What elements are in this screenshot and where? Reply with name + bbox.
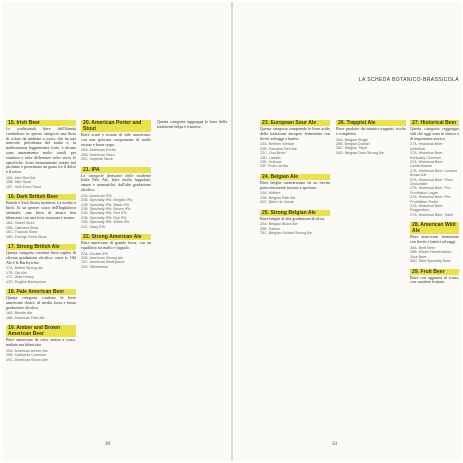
section-body: Questa categoria contiene birre inglesi di elevata gradazione alcolica, come le Old Ale e le Barleywine. <box>6 250 76 265</box>
substyle-item: 24B. Belgian Pale Ale <box>260 195 296 200</box>
substyle-list <box>6 311 76 320</box>
substyle-item: 27A. Historical Beer: Roggenbier <box>410 204 444 213</box>
substyle-item: 23A. Berliner Weisse <box>260 142 295 147</box>
substyle-item: 25C. Belgian Golden Strong Ale <box>260 231 313 236</box>
substyle-item: 25B. Saison <box>260 226 280 231</box>
right-page-number: 33 <box>332 442 337 447</box>
section-title: 28. American Wild Ale <box>410 222 459 234</box>
book-spread <box>2 2 461 461</box>
substyle-item: 21A. American IPA <box>81 193 112 198</box>
substyle-list <box>260 191 330 204</box>
section-body: Birre prodotte dai monaci trappisti, ricche e complesse. <box>336 126 406 136</box>
substyle-list <box>81 252 151 270</box>
section-title: 18. Pale American Beer <box>6 289 76 295</box>
section-body: Questa categoria raggruppa le birre della tradizione belga e francese. <box>157 119 227 129</box>
section-body: Birre americane di grande forza, con un equilibrio tra malto e luppolo. <box>81 240 151 250</box>
left-page <box>2 2 230 461</box>
section-title: 27. Historical Beer <box>410 120 459 126</box>
style-section <box>81 120 151 162</box>
substyle-item: 27A. Historical Beer: Piwo Grodziskie <box>410 177 453 187</box>
substyle-item: 26D. Belgian Dark Strong Ale <box>336 150 384 155</box>
substyle-item: 15B. Irish Stout <box>6 180 32 185</box>
section-title: 22. Strong American Ale <box>81 234 151 240</box>
substyle-item: 16C. Tropical Stout <box>6 230 38 235</box>
section-body: Le tradizionali birre dall'Irlanda contindono in questa categoria una birra di colore da ambrato a scuro, che ha una notevole prevalenza del malto e, la maltosissima leggermente forte, e alcune sono amaramente molto simili per struttura e tutte differenze sotto verso le specifiche. Sono intensamente tostate nel profumo e presentano un gusto tra il dolce e il secco. <box>6 126 76 175</box>
substyle-item: 19A. American Amber Ale <box>6 348 48 353</box>
substyle-item: 22A. Double IPA <box>81 251 108 256</box>
substyle-item: 17C. Wee Heavy <box>6 275 34 280</box>
section-body: Birre americane fermentate con lieviti e batteri selvaggi. <box>410 234 459 245</box>
right-col-1 <box>260 120 330 241</box>
substyle-list <box>260 222 330 235</box>
section-title: 26. Trappist Ale <box>336 120 406 126</box>
substyle-item: 22C. American Barleywine <box>81 260 125 265</box>
substyle-item: 25A. Belgian Blond Ale <box>260 222 298 227</box>
substyle-item: 19B. California Common <box>6 353 47 358</box>
substyle-item: 17B. Old Ale <box>6 270 27 275</box>
substyle-item: 24C. Bière de Garde <box>260 200 294 205</box>
substyle-item: 23F. Fruit Lambic <box>260 164 289 169</box>
style-section <box>81 167 151 229</box>
substyle-item: 21B. Specialty IPA: Black IPA <box>81 202 130 207</box>
substyle-item: 27A. Historical Beer: Kellerbier <box>410 142 444 151</box>
style-section <box>260 174 330 205</box>
right-col-2 <box>336 120 406 160</box>
style-section <box>410 269 459 286</box>
section-body: Birre con aggiunta di frutta, con carattere fruttato. <box>410 274 459 285</box>
left-page-number: 30 <box>105 442 110 447</box>
section-title: 23. European Sour Ale <box>260 120 330 126</box>
style-section <box>6 325 76 362</box>
substyle-item: 15A. Irish Red Ale <box>6 175 36 180</box>
style-section <box>6 289 76 320</box>
substyle-item: 18B. American Pale Ale <box>6 315 45 320</box>
section-title: 24. Belgian Ale <box>260 174 330 180</box>
substyle-item: 26A. Belgian Single <box>336 137 369 142</box>
style-section <box>81 234 151 269</box>
section-title: 29. Fruit Beer <box>410 269 459 275</box>
section-body: Questa categoria contiene le birre americane chiare, di media forza e bassa gradazione alcolica. <box>6 295 76 310</box>
style-section <box>260 120 330 169</box>
substyle-list <box>336 138 406 156</box>
substyle-item: 28B. Mixed-Fermentation Sour Beer <box>410 250 452 259</box>
substyle-item: 21B. Specialty IPA: Brown IPA <box>81 207 131 212</box>
running-head <box>233 77 461 83</box>
left-col-1 <box>6 120 76 367</box>
left-col-3 <box>157 120 227 135</box>
substyle-list <box>6 221 76 239</box>
right-col-3 <box>410 120 459 290</box>
style-section <box>6 120 76 189</box>
section-title: 19. Amber and Brown American Beer <box>6 325 76 337</box>
section-title: 20. American Porter and Stout <box>81 120 151 132</box>
substyle-item: 27A. Historical Beer: Lichtenhainer <box>410 160 444 169</box>
substyle-item: 23C. Oud Bruin <box>260 151 286 156</box>
substyle-item: 17D. English Barleywine <box>6 279 46 284</box>
substyle-list <box>6 176 76 189</box>
section-body: Birre belghe di alta gradazione alcolica. <box>260 215 326 221</box>
style-section <box>410 120 459 217</box>
substyle-item: 23D. Lambic <box>260 155 281 160</box>
section-title: 21. IPA <box>81 167 151 173</box>
substyle-list <box>6 349 76 362</box>
substyle-item: 21B. Specialty IPA: Red IPA <box>81 211 127 216</box>
style-section <box>6 194 76 239</box>
style-section <box>336 120 406 155</box>
section-body: Questa categoria raggruppa stili che oggi sono in disuso o di importanza storica. <box>410 126 459 141</box>
left-col-2 <box>81 120 151 274</box>
substyle-item: 20C. Imperial Stout <box>81 157 113 162</box>
substyle-item: 16B. Oatmeal Stout <box>6 225 39 230</box>
section-body: Le categorie derivante delle moderne India Pale Ale, birre molto luppolate, amare e aromatiche, dall'alta gradazione alcolica. <box>81 172 151 192</box>
substyle-list <box>410 246 459 264</box>
substyle-item: 23B. Flanders Red Ale <box>260 146 297 151</box>
substyle-item: 22D. Wheatwine <box>81 264 109 269</box>
substyle-item: 27A. Historical Beer: Kentucky Common <box>410 151 444 160</box>
substyle-item: 22B. American Strong Ale <box>81 256 124 261</box>
substyle-item: 27A. Historical Beer: Pre-Prohibition Porter <box>410 195 452 204</box>
section-body: Birre belghe caratterizzate da un lievito particolarmente fruttato e speziato. <box>260 179 330 190</box>
substyle-item: 20B. American Stout <box>81 152 115 157</box>
substyle-item: 28C. Wild Specialty Beer <box>410 259 451 264</box>
substyle-item: 16D. Foreign Extra Stout <box>6 234 47 239</box>
section-title: 16. Dark British Beer <box>6 194 76 200</box>
substyle-list <box>260 142 330 168</box>
style-section <box>410 222 459 263</box>
substyle-item: 21C. Hazy IPA <box>81 224 105 229</box>
substyle-item: 21B. Specialty IPA: White IPA <box>81 220 130 225</box>
substyle-item: 26C. Belgian Tripel <box>336 146 368 151</box>
substyle-item: 21B. Specialty IPA: Rye IPA <box>81 215 127 220</box>
substyle-list <box>81 148 151 161</box>
substyle-item: 18A. Blonde Ale <box>6 311 33 316</box>
substyle-item: 17A. British Strong Ale <box>6 266 43 271</box>
substyle-item: 27A. Historical Beer: London Brown Ale <box>410 168 457 178</box>
substyle-list <box>81 194 151 229</box>
style-section <box>6 244 76 284</box>
substyle-list <box>410 142 459 217</box>
section-title: 25. Strong Belgian Ale <box>260 210 330 216</box>
section-body: Birre americane da color ambra a scuro, maltate ma bilanciate. <box>6 337 76 348</box>
section-body: Questa categoria comprende le birre acide della tradizione europea, fermentate con lieviti selvaggi e batteri. <box>260 126 330 141</box>
substyle-item: 23E. Gueuze <box>260 160 282 165</box>
section-title: 15. Irish Beer <box>6 120 76 126</box>
substyle-item: 26B. Belgian Dubbel <box>336 142 370 146</box>
substyle-item: 19C. American Brown Ale <box>6 357 48 362</box>
substyle-item: 27A. Historical Beer: Sahti <box>410 212 454 217</box>
substyle-list <box>6 266 76 284</box>
style-section <box>260 210 330 236</box>
substyle-item: 16A. Sweet Stout <box>6 221 35 226</box>
section-body: British e Irish Stouts moderni. La moltre a birrà. Ai un genere scuro dell'Inghilterra orientale, una birra di amaro ben bilanciato con una forte tostatura e aroma. <box>6 200 76 220</box>
right-page <box>233 2 461 461</box>
section-body: Birre scure e tostate di stile americano, con una spiccata componente di malto tostato e buon corpo. <box>81 132 151 147</box>
substyle-item: 28A. Brett Beer <box>410 245 436 250</box>
substyle-item: 27A. Historical Beer: Pre-Prohibition Lager <box>410 186 452 195</box>
substyle-item: 24A. Witbier <box>260 191 281 196</box>
substyle-item: 21B. Specialty IPA: Belgian IPA <box>81 198 133 203</box>
substyle-item: 15C. Irish Extra Stout <box>6 184 42 189</box>
substyle-item: 20A. American Porter <box>81 148 117 153</box>
section-title: 17. Strong British Ale <box>6 244 76 250</box>
running-head-text: LA SCHEDA BOTANICO-BRASSICOLA <box>358 77 459 83</box>
style-section <box>157 120 227 130</box>
